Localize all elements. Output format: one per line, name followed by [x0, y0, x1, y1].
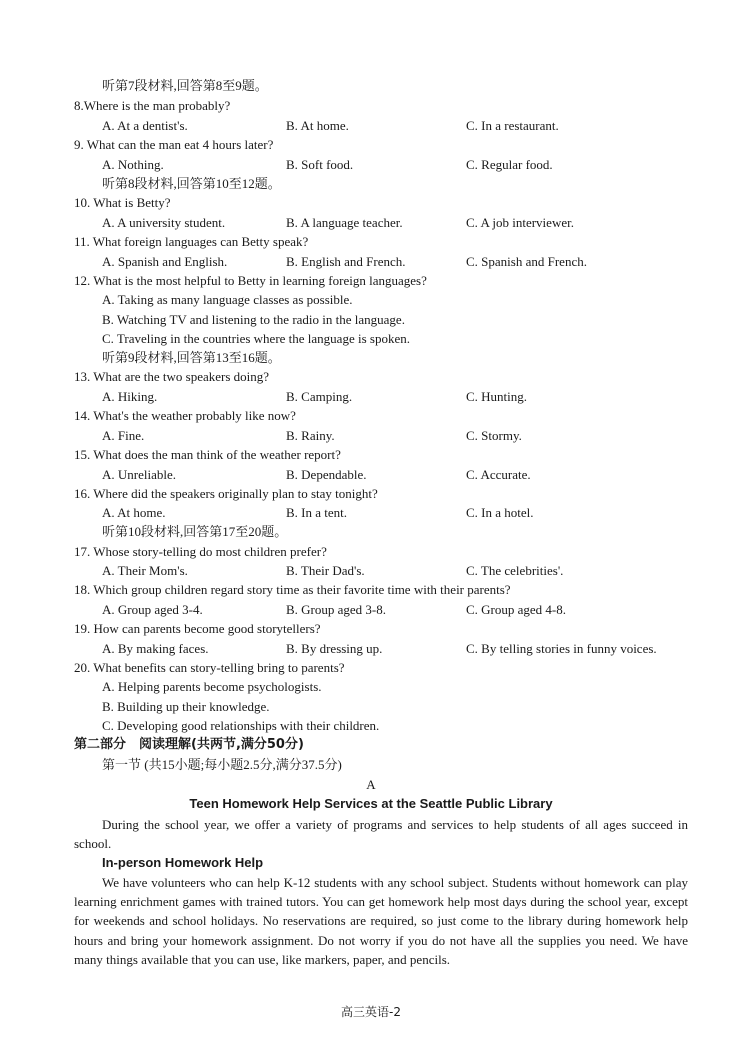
question-17-option-a: A. Their Mom's. — [102, 563, 188, 578]
question-16-stem: 16. Where did the speakers originally plan to stay tonight? — [74, 486, 378, 501]
question-11-stem: 11. What foreign languages can Betty speak? — [74, 234, 309, 249]
question-18-option-b: B. Group aged 3-8. — [286, 602, 387, 617]
question-15-stem: 15. What does the man think of the weather report? — [74, 447, 341, 462]
listening-header-8: 听第8段材料,回答第10至12题。 — [102, 176, 281, 191]
question-15-option-a: A. Unreliable. — [102, 467, 177, 482]
question-16-option-a: A. At home. — [102, 505, 166, 520]
question-12-option-a: A. Taking as many language classes as possible. — [102, 292, 353, 307]
question-10-option-c: C. A job interviewer. — [466, 215, 574, 230]
question-18-option-a: A. Group aged 3-4. — [102, 602, 203, 617]
section-one-title: 第一节 (共15小题;每小题2.5分,满分37.5分) — [102, 757, 342, 772]
question-19-stem: 19. How can parents become good storytellers? — [74, 621, 321, 636]
question-15-option-b: B. Dependable. — [286, 467, 367, 482]
question-10-option-b: B. A language teacher. — [286, 215, 403, 230]
question-9-option-c: C. Regular food. — [466, 157, 553, 172]
question-17-stem: 17. Whose story-telling do most children prefer? — [74, 544, 327, 559]
question-16-option-b: B. In a tent. — [286, 505, 348, 520]
question-13-option-a: A. Hiking. — [102, 389, 158, 404]
listening-header-9: 听第9段材料,回答第13至16题。 — [102, 350, 281, 365]
question-17-option-c: C. The celebrities'. — [466, 563, 564, 578]
question-19-option-a: A. By making faces. — [102, 641, 209, 656]
question-8-option-a: A. At a dentist's. — [102, 118, 188, 133]
sub-heading: In-person Homework Help — [102, 855, 264, 870]
listening-header-10: 听第10段材料,回答第17至20题。 — [102, 524, 288, 539]
passage-letter: A — [366, 777, 376, 792]
question-12-option-b: B. Watching TV and listening to the radio in the language. — [102, 312, 405, 327]
question-13-option-b: B. Camping. — [286, 389, 353, 404]
passage-intro-text: During the school year, we offer a variety of programs and services to help students of all ages succeed in school. — [74, 817, 688, 852]
question-18-stem: 18. Which group children regard story time as their favorite time with their parents? — [74, 582, 511, 597]
question-9-stem: 9. What can the man eat 4 hours later? — [74, 137, 274, 152]
question-19-option-b: B. By dressing up. — [286, 641, 383, 656]
question-20-stem: 20. What benefits can story-telling bring to parents? — [74, 660, 345, 675]
question-11-option-c: C. Spanish and French. — [466, 254, 587, 269]
question-8-option-b: B. At home. — [286, 118, 349, 133]
passage-title: Teen Homework Help Services at the Seattle Public Library — [189, 796, 553, 811]
question-16-option-c: C. In a hotel. — [466, 505, 534, 520]
question-13-stem: 13. What are the two speakers doing? — [74, 369, 270, 384]
listening-header-7: 听第7段材料,回答第8至9题。 — [102, 78, 268, 93]
question-20-option-b: B. Building up their knowledge. — [102, 699, 270, 714]
question-9-option-b: B. Soft food. — [286, 157, 354, 172]
question-8-option-c: C. In a restaurant. — [466, 118, 559, 133]
question-11-option-a: A. Spanish and English. — [102, 254, 228, 269]
question-20-option-a: A. Helping parents become psychologists. — [102, 679, 322, 694]
question-11-option-b: B. English and French. — [286, 254, 406, 269]
question-12-stem: 12. What is the most helpful to Betty in learning foreign languages? — [74, 273, 427, 288]
question-14-stem: 14. What's the weather probably like now? — [74, 408, 296, 423]
part-two-title: 第二部分 阅读理解(共两节,满分50分) — [74, 737, 304, 752]
question-17-option-b: B. Their Dad's. — [286, 563, 365, 578]
passage-intro-paragraph — [74, 815, 688, 853]
question-8-stem: 8.Where is the man probably? — [74, 98, 231, 113]
passage-body-text: We have volunteers who can help K-12 students with any school subject. Students without homework can play learning enrichment games with trained tutors. You can get homework help most days during the school year, except for weekends and school holidays. No reservations are required, so just come to the library during homework help hours and bring your homework assignment. Do not worry if you do not have all the supplies you need. We have many things available that you can use, like markers, paper, and pencils. — [74, 875, 688, 967]
question-9-option-a: A. Nothing. — [102, 157, 164, 172]
question-13-option-c: C. Hunting. — [466, 389, 528, 404]
question-15-option-c: C. Accurate. — [466, 467, 531, 482]
question-20-option-c: C. Developing good relationships with their children. — [102, 718, 380, 733]
question-14-option-a: A. Fine. — [102, 428, 145, 443]
question-14-option-c: C. Stormy. — [466, 428, 522, 443]
question-14-option-b: B. Rainy. — [286, 428, 335, 443]
question-10-option-a: A. A university student. — [102, 215, 226, 230]
question-12-option-c: C. Traveling in the countries where the language is spoken. — [102, 331, 410, 346]
question-10-stem: 10. What is Betty? — [74, 195, 171, 210]
question-19-option-c: C. By telling stories in funny voices. — [466, 641, 657, 656]
page-footer: 高三英语-2 — [341, 1005, 401, 1019]
passage-body-paragraph — [74, 873, 688, 969]
question-18-option-c: C. Group aged 4-8. — [466, 602, 567, 617]
